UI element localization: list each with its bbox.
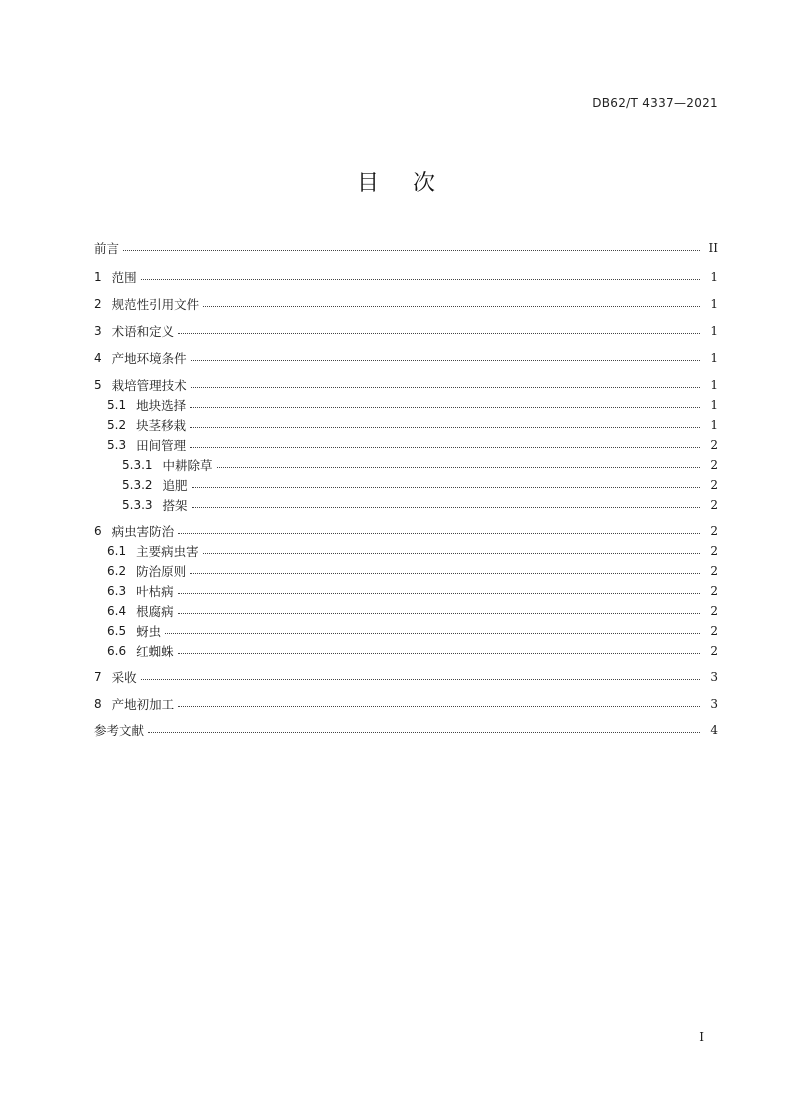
toc-dot-leader bbox=[178, 652, 700, 654]
toc-entry-label: 栽培管理技术 bbox=[111, 378, 187, 393]
toc-entry-number: 6.4 bbox=[107, 604, 127, 618]
toc-dot-leader bbox=[217, 466, 700, 468]
toc-entry-label: 块茎移栽 bbox=[136, 418, 187, 433]
toc-entry[interactable] bbox=[94, 375, 718, 395]
toc-entry[interactable] bbox=[107, 621, 718, 641]
toc-entry-number: 5.1 bbox=[107, 398, 127, 412]
toc-entry[interactable] bbox=[107, 561, 718, 581]
toc-entry[interactable] bbox=[122, 475, 718, 495]
document-code: DB62/T 4337—2021 bbox=[592, 96, 718, 110]
toc-entry-label: 主要病虫害 bbox=[136, 544, 199, 559]
toc-entry-page: 1 bbox=[710, 378, 718, 392]
toc-dot-leader bbox=[191, 359, 700, 361]
toc-dot-leader bbox=[123, 249, 700, 251]
toc-entry[interactable] bbox=[107, 395, 718, 415]
toc-entry-page: 2 bbox=[710, 524, 718, 538]
toc-entry-label: 根腐病 bbox=[136, 604, 174, 619]
toc-entry-label: 范围 bbox=[111, 270, 137, 285]
toc-entry-number: 3 bbox=[94, 324, 102, 338]
toc-entry-label: 叶枯病 bbox=[136, 584, 174, 599]
toc-entry-label: 地块选择 bbox=[136, 398, 187, 413]
toc-dot-leader bbox=[191, 386, 700, 388]
toc-entry-number: 4 bbox=[94, 351, 102, 365]
toc-entry-label: 中耕除草 bbox=[162, 458, 213, 473]
toc-entry-number: 6.3 bbox=[107, 584, 127, 598]
toc-entry-label: 术语和定义 bbox=[111, 324, 175, 339]
toc-entry-page: 2 bbox=[710, 644, 718, 658]
toc-entry-label: 规范性引用文件 bbox=[111, 297, 200, 312]
toc-entry[interactable] bbox=[107, 435, 718, 455]
toc-entry-page: 1 bbox=[710, 418, 718, 432]
toc-entry-number: 6.2 bbox=[107, 564, 127, 578]
toc-entry[interactable] bbox=[94, 238, 718, 258]
toc-entry[interactable] bbox=[107, 415, 718, 435]
toc-entry-page: 4 bbox=[710, 723, 718, 737]
toc-entry[interactable] bbox=[107, 541, 718, 561]
toc-entry-number: 2 bbox=[94, 297, 102, 311]
toc-entry[interactable] bbox=[94, 321, 718, 341]
toc-dot-leader bbox=[178, 532, 700, 534]
toc-entry-label: 病虫害防治 bbox=[111, 524, 175, 539]
toc-dot-leader bbox=[190, 406, 700, 408]
toc-entry[interactable] bbox=[94, 720, 718, 740]
toc-entry-label: 产地初加工 bbox=[111, 697, 175, 712]
toc-entry-label: 红蜘蛛 bbox=[136, 644, 174, 659]
toc-entry-number: 5.3.2 bbox=[122, 478, 153, 492]
toc-entry-page: 1 bbox=[710, 270, 718, 284]
toc-entry[interactable] bbox=[94, 667, 718, 687]
toc-entry-number: 8 bbox=[94, 697, 102, 711]
toc-entry[interactable] bbox=[107, 581, 718, 601]
toc-dot-leader bbox=[148, 731, 700, 733]
toc-entry[interactable] bbox=[122, 495, 718, 515]
toc-entry-number: 5.3.1 bbox=[122, 458, 153, 472]
toc-entry[interactable] bbox=[94, 694, 718, 714]
toc-entry-page: 1 bbox=[710, 351, 718, 365]
toc-entry[interactable] bbox=[107, 641, 718, 661]
toc-entry-number: 5 bbox=[94, 378, 102, 392]
toc-entry-label: 蚜虫 bbox=[136, 624, 162, 639]
toc-entry-page: 1 bbox=[710, 324, 718, 338]
toc-entry-page: 2 bbox=[710, 498, 718, 512]
toc-entry-label: 田间管理 bbox=[136, 438, 187, 453]
toc-dot-leader bbox=[141, 278, 700, 280]
toc-dot-leader bbox=[203, 552, 700, 554]
toc-entry[interactable] bbox=[94, 348, 718, 368]
toc-entry-page: 3 bbox=[710, 697, 718, 711]
toc-entry-page: 2 bbox=[710, 604, 718, 618]
toc-entry-page: 2 bbox=[710, 458, 718, 472]
toc-entry-page: 3 bbox=[710, 670, 718, 684]
toc-entry-number: 5.2 bbox=[107, 418, 127, 432]
toc-entry-page: II bbox=[708, 241, 718, 255]
toc-entry-page: 2 bbox=[710, 478, 718, 492]
toc-entry-number: 6.5 bbox=[107, 624, 127, 638]
toc-dot-leader bbox=[178, 592, 700, 594]
toc-entry-page: 2 bbox=[710, 438, 718, 452]
toc-entry[interactable] bbox=[122, 455, 718, 475]
toc-entry-label: 防治原则 bbox=[136, 564, 187, 579]
toc-entry-page: 1 bbox=[710, 398, 718, 412]
toc-entry-number: 6.1 bbox=[107, 544, 127, 558]
toc-entry-page: 1 bbox=[710, 297, 718, 311]
toc-dot-leader bbox=[141, 678, 700, 680]
toc-dot-leader bbox=[190, 426, 700, 428]
toc-entry-label: 搭架 bbox=[162, 498, 188, 513]
toc-dot-leader bbox=[178, 332, 700, 334]
toc-entry-page: 2 bbox=[710, 624, 718, 638]
toc-entry-label: 追肥 bbox=[162, 478, 188, 493]
toc-entry-number: 1 bbox=[94, 270, 102, 284]
toc-entry-number: 7 bbox=[94, 670, 102, 684]
toc-entry-number: 5.3 bbox=[107, 438, 127, 452]
toc-entry[interactable] bbox=[94, 294, 718, 314]
toc-entry-label: 参考文献 bbox=[94, 723, 145, 738]
toc-entry[interactable] bbox=[94, 521, 718, 541]
toc-dot-leader bbox=[178, 705, 700, 707]
page-number: I bbox=[699, 1030, 704, 1044]
toc-dot-leader bbox=[203, 305, 700, 307]
toc-entry-page: 2 bbox=[710, 584, 718, 598]
toc-entry[interactable] bbox=[94, 267, 718, 287]
toc-dot-leader bbox=[192, 506, 700, 508]
toc-dot-leader bbox=[190, 446, 700, 448]
toc-dot-leader bbox=[190, 572, 700, 574]
toc-entry-label: 产地环境条件 bbox=[111, 351, 187, 366]
toc-entry-label: 采收 bbox=[111, 670, 137, 685]
toc-title: 目次 bbox=[356, 171, 469, 196]
toc-entry-label: 前言 bbox=[94, 241, 120, 256]
toc-entry-number: 6.6 bbox=[107, 644, 127, 658]
toc-dot-leader bbox=[165, 632, 700, 634]
toc-entry-number: 6 bbox=[94, 524, 102, 538]
toc-entry[interactable] bbox=[107, 601, 718, 621]
toc-dot-leader bbox=[192, 486, 700, 488]
toc-entry-page: 2 bbox=[710, 564, 718, 578]
toc-entry-number: 5.3.3 bbox=[122, 498, 153, 512]
toc-dot-leader bbox=[178, 612, 700, 614]
toc-entry-page: 2 bbox=[710, 544, 718, 558]
